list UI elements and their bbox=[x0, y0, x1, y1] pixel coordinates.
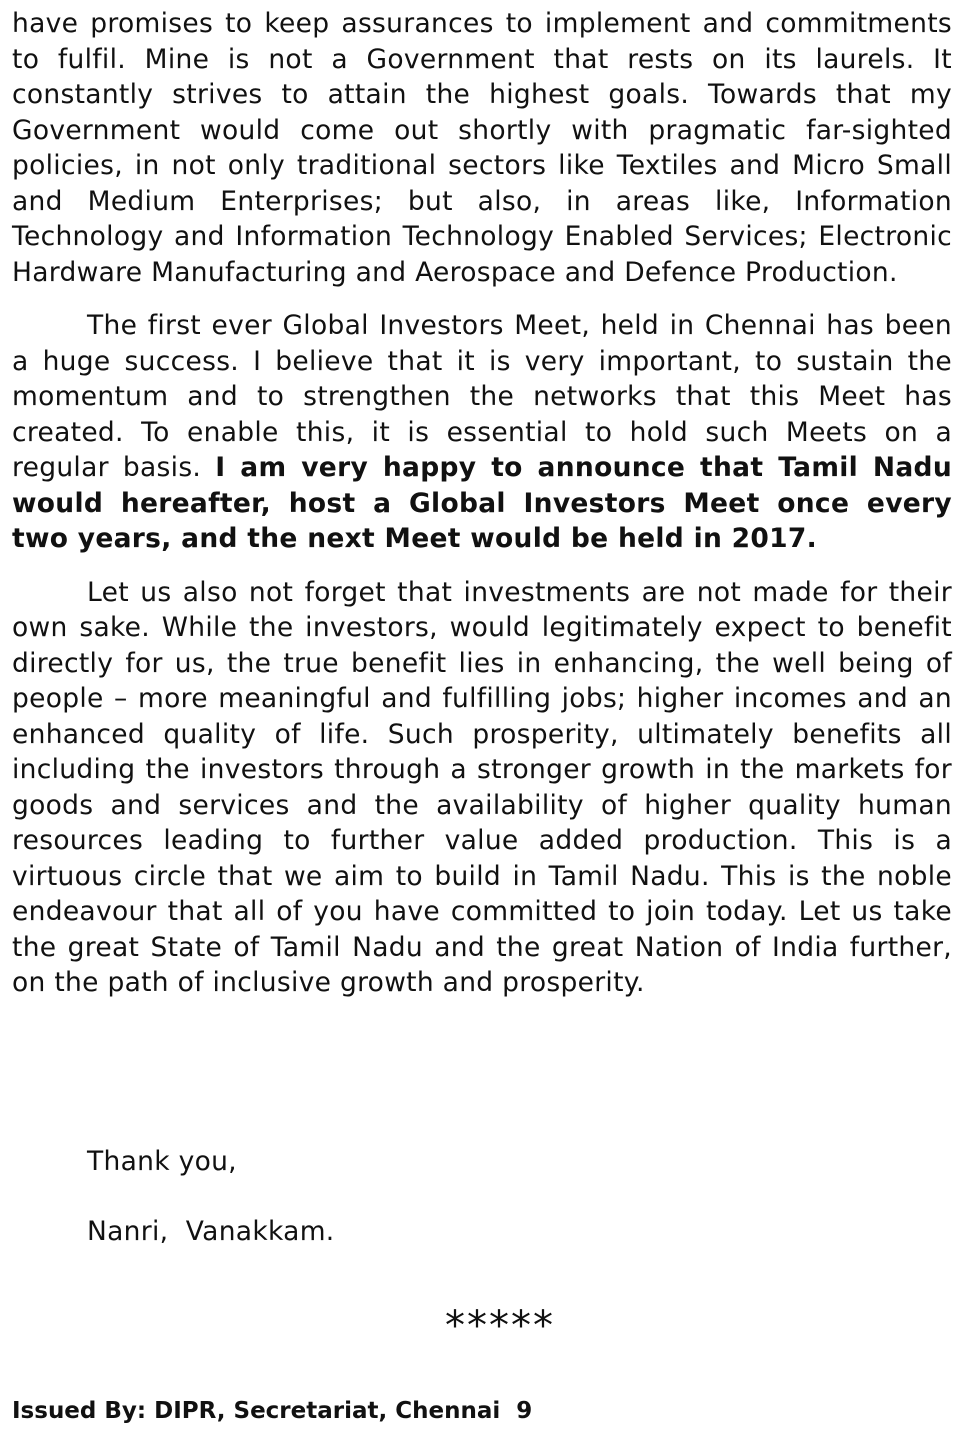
thank-you-text: Thank you, bbox=[87, 1146, 237, 1177]
announcement-text: I am very happy to announce that Tamil Nadu would hereafter, host a Global Investors Meet once every two years, and the next Meet would be held in 2017. bbox=[12, 452, 952, 554]
paragraph-text: The first ever Global Investors Meet, held in Chennai has been a huge success. I believe that it is very important, to sustain the momentum and to strengthen the networks that this Meet has created. To enable this, it is essential to hold such Meets on a regular basis. bbox=[12, 310, 952, 483]
section-separator: ***** bbox=[445, 1303, 555, 1349]
paragraph-investments: Let us also not forget that investments are not made for their own sake. While the investors, would legitimately expect to benefit directly for us, the true benefit lies in enhancing, the well being of people – more meaningful and fulfilling jobs; higher incomes and an enhanced quality of life. Such prosperity, ultimately benefits all including the investors through a stronger growth in the markets for goods and services and the availability of higher quality human resources leading to further value added production. This is a virtuous circle that we aim to build in Tamil Nadu. This is the noble endeavour that all of you have committed to join today. Let us take the great State of Tamil Nadu and the great Nation of India further, on the path of inclusive growth and prosperity. bbox=[12, 576, 952, 998]
issued-by-footer: Issued By: DIPR, Secretariat, Chennai 9 bbox=[12, 1398, 533, 1424]
sign-off-text: Nanri, Vanakkam. bbox=[87, 1216, 335, 1247]
paragraph-policies: have promises to keep assurances to implement and commitments to fulfil. Mine is not a Government that rests on its laurels. It constantly strives to attain the highest goals. Towards that my Government would come out shortly with pragmatic far-sighted policies, in not only traditional sectors like Textiles and Micro Small and Medium Enterprises; but also, in areas like, Information Technology and Information Technology Enabled Services; Electronic Hardware Manufacturing and Aerospace and Defence Production. bbox=[12, 8, 952, 288]
paragraph-global-investors-meet bbox=[12, 308, 952, 557]
document-body bbox=[12, 6, 952, 1001]
